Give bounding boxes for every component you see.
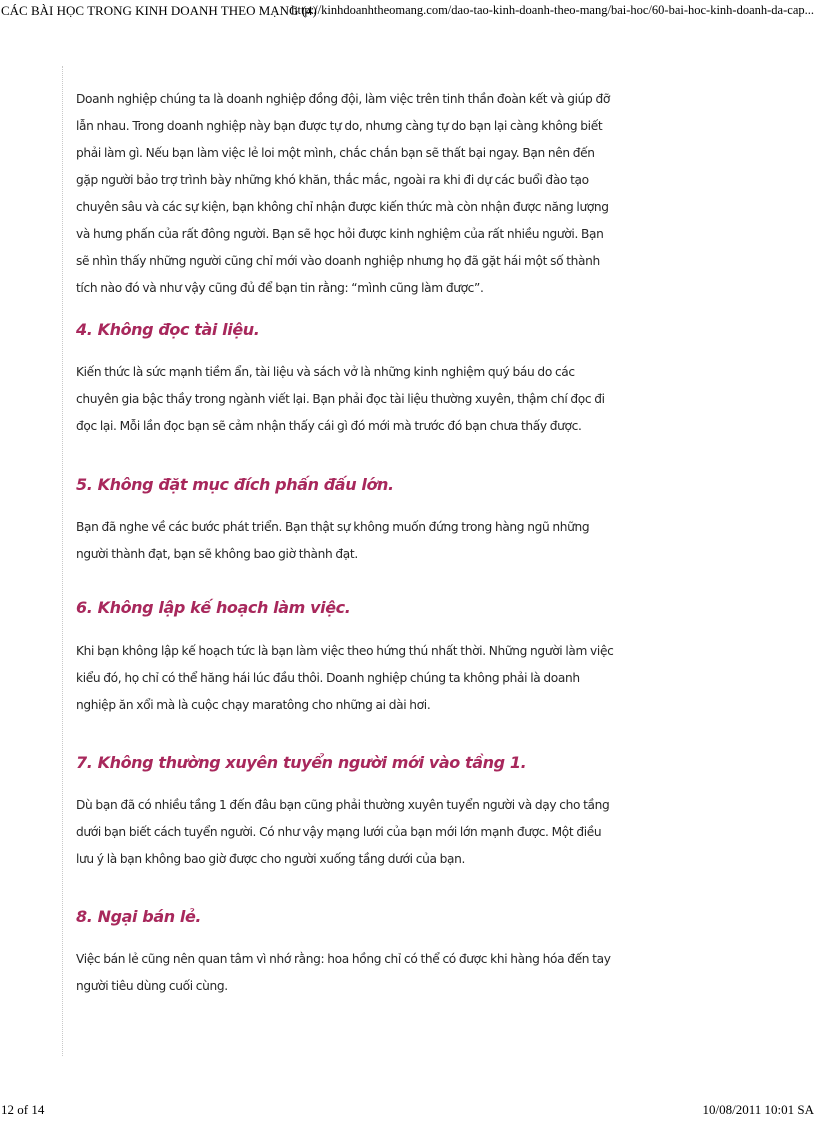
section-body-4: Kiến thức là sức mạnh tiềm ẩn, tài liệu và sách vở là những kinh nghiệm quý báu do các chuyên gia bậc thầy trong ngành viết lại. Bạn phải đọc tài liệu thường xuyên, thậm chí đọc đi đọc lại. Mỗi lần đọc bạn sẽ cảm nhận thấy cái gì đó mới mà trước đó bạn chưa thấy được. bbox=[76, 365, 605, 433]
intro-paragraph: Doanh nghiệp chúng ta là doanh nghiệp đồng đội, làm việc trên tinh thần đoàn kết và giúp đỡ lẫn nhau. Trong doanh nghiệp này bạn được tự do, nhưng càng tự do bạn lại càng không biết phải làm gì. Nếu bạn làm việc lẻ loi một mình, chắc chắn bạn sẽ thất bại ngay. Bạn nên đến gặp người bảo trợ trình bày những khó khăn, thắc mắc, ngoài ra khi đi dự các buổi đào tạo chuyên sâu và các sự kiện, bạn không chỉ nhận được kiến thức mà còn nhận được năng lượng và hưng phấn của rất đông người. Bạn sẽ học hỏi được kinh nghiệm của rất nhiều người. Bạn sẽ nhìn thấy những người cũng chỉ mới vào doanh nghiệp nhưng họ đã gặt hái một số thành tích nào đó và như vậy cũng đủ để bạn tin rằng: “mình cũng làm được”. bbox=[76, 92, 610, 295]
section-heading-7: 7. Không thường xuyên tuyển người mới vào tầng 1. bbox=[76, 753, 527, 772]
section-heading-4: 4. Không đọc tài liệu. bbox=[76, 320, 260, 339]
print-header bbox=[0, 3, 816, 21]
print-footer bbox=[0, 1102, 816, 1120]
content-left-border bbox=[62, 66, 63, 1056]
section-heading-6: 6. Không lập kế hoạch làm việc. bbox=[76, 598, 351, 617]
section-body-5: Bạn đã nghe về các bước phát triển. Bạn thật sự không muốn đứng trong hàng ngũ những người thành đạt, bạn sẽ không bao giờ thành đạt. bbox=[76, 520, 590, 561]
article-body bbox=[76, 86, 616, 993]
page-url: http://kinhdoanhtheomang.com/dao-tao-kinh-doanh-theo-mang/bai-hoc/60-bai-hoc-kinh-doanh-da-cap... bbox=[291, 3, 814, 17]
section-heading-8: 8. Ngại bán lẻ. bbox=[76, 907, 202, 926]
section-body-6: Khi bạn không lập kế hoạch tức là bạn làm việc theo hứng thú nhất thời. Những người làm việc kiểu đó, họ chỉ có thể hăng hái lúc đầu thôi. Doanh nghiệp chúng ta không phải là doanh nghiệp ăn xổi mà là cuộc chạy maratông cho những ai dài hơi. bbox=[76, 644, 614, 712]
page-title: CÁC BÀI HỌC TRONG KINH DOANH THEO MẠNG (4) bbox=[1, 3, 317, 18]
section-heading-5: 5. Không đặt mục đích phấn đấu lớn. bbox=[76, 475, 394, 494]
section-body-7: Dù bạn đã có nhiều tầng 1 đến đâu bạn cũng phải thường xuyên tuyển người và dạy cho tầng dưới bạn biết cách tuyển người. Có như vậy mạng lưới của bạn mới lớn mạnh được. Một điều lưu ý là bạn không bao giờ được cho người xuống tầng dưới của bạn. bbox=[76, 798, 610, 866]
section-body-8: Việc bán lẻ cũng nên quan tâm vì nhớ rằng: hoa hồng chỉ có thể có được khi hàng hóa đến tay người tiêu dùng cuối cùng. bbox=[76, 952, 611, 993]
page-number: 12 of 14 bbox=[1, 1102, 45, 1117]
print-datetime: 10/08/2011 10:01 SA bbox=[702, 1102, 814, 1117]
